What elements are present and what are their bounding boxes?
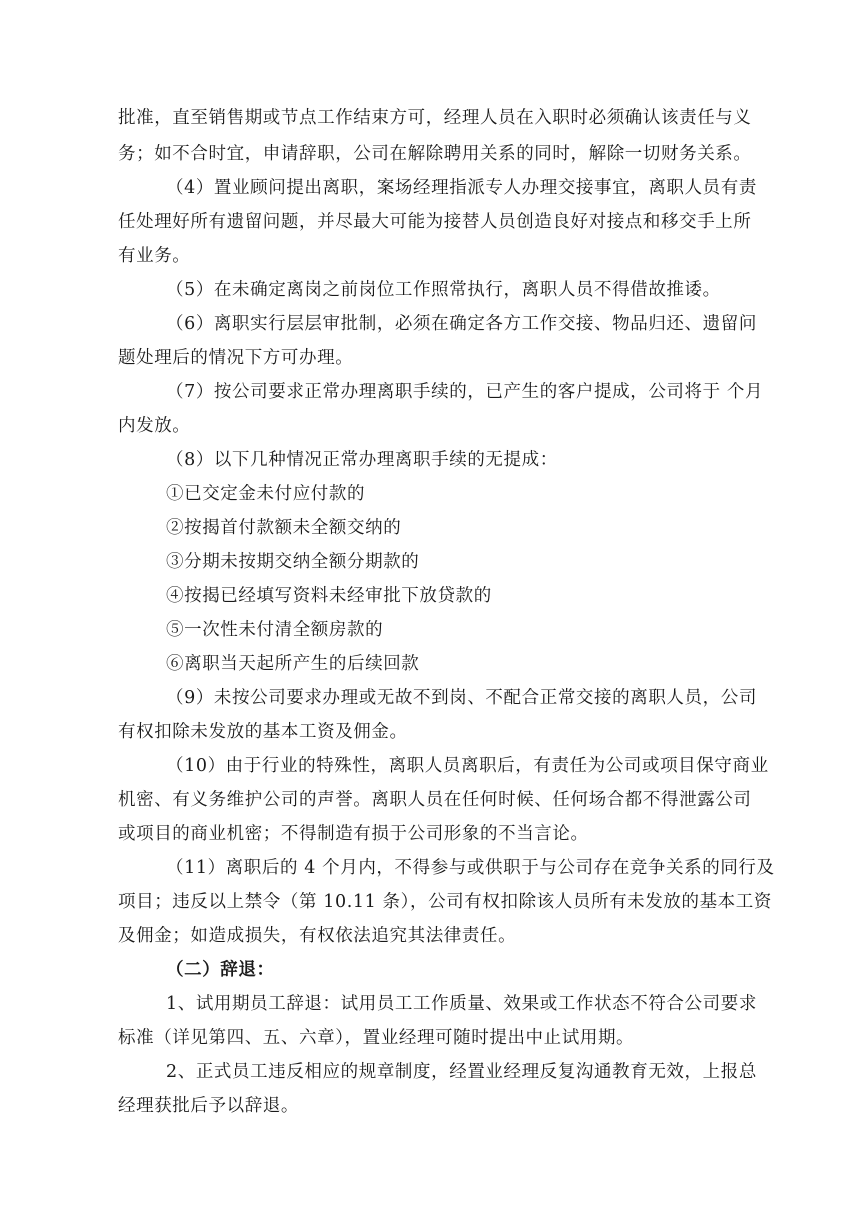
list-item: ①已交定金未付应付款的	[166, 484, 366, 504]
text-line: 1、试用期员工辞退：试用员工工作质量、效果或工作状态不符合公司要求	[166, 994, 757, 1014]
text-line: 内发放。	[118, 416, 191, 436]
text-line: 有权扣除未发放的基本工资及佣金。	[118, 722, 408, 742]
text-line: （7）按公司要求正常办理离职手续的，已产生的客户提成，公司将于 个月	[166, 382, 764, 402]
text-line: （5）在未确定离岗之前岗位工作照常执行，离职人员不得借故推诿。	[166, 280, 721, 300]
list-item: ②按揭首付款额未全额交纳的	[166, 518, 402, 538]
text-line: 有业务。	[118, 246, 191, 266]
list-item: ⑤一次性未付清全额房款的	[166, 620, 384, 640]
text-line: （11）离职后的 4 个月内，不得参与或供职于与公司存在竞争关系的同行及	[166, 858, 775, 878]
list-item: ④按揭已经填写资料未经审批下放贷款的	[166, 586, 492, 606]
text-line: 或项目的商业机密；不得制造有损于公司形象的不当言论。	[118, 824, 589, 844]
text-line: （8）以下几种情况正常办理离职手续的无提成：	[166, 450, 558, 470]
text-line: （4）置业顾问提出离职，案场经理指派专人办理交接事宜，离职人员有责	[166, 178, 757, 198]
section-heading: （二）辞退：	[166, 960, 275, 980]
text-line: 2、正式员工违反相应的规章制度，经置业经理反复沟通教育无效，上报总	[166, 1062, 757, 1082]
text-line: 项目；违反以上禁令（第 10.11 条），公司有权扣除该人员所有未发放的基本工资	[118, 892, 772, 912]
text-line: 题处理后的情况下方可办理。	[118, 348, 354, 368]
text-line: （6）离职实行层层审批制，必须在确定各方工作交接、物品归还、遗留问	[166, 314, 757, 334]
text-line: 机密、有义务维护公司的声誉。离职人员在任何时候、任何场合都不得泄露公司	[118, 790, 752, 810]
list-item: ③分期未按期交纳全额分期款的	[166, 552, 420, 572]
text-line: 任处理好所有遗留问题，并尽最大可能为接替人员创造良好对接点和移交手上所	[118, 212, 752, 232]
text-line: 批准，直至销售期或节点工作结束方可，经理人员在入职时必须确认该责任与义	[118, 108, 752, 128]
text-line: （9）未按公司要求办理或无故不到岗、不配合正常交接的离职人员，公司	[166, 688, 757, 708]
text-line: 经理获批后予以辞退。	[118, 1096, 299, 1116]
text-line: 及佣金；如造成损失，有权依法追究其法律责任。	[118, 926, 517, 946]
text-line: 标准（详见第四、五、六章），置业经理可随时提出中止试用期。	[118, 1028, 635, 1048]
text-line: （10）由于行业的特殊性，离职人员离职后，有责任为公司或项目保守商业	[166, 756, 769, 776]
list-item: ⑥离职当天起所产生的后续回款	[166, 654, 420, 674]
text-line: 务；如不合时宜，申请辞职，公司在解除聘用关系的同时，解除一切财务关系。	[118, 144, 752, 164]
